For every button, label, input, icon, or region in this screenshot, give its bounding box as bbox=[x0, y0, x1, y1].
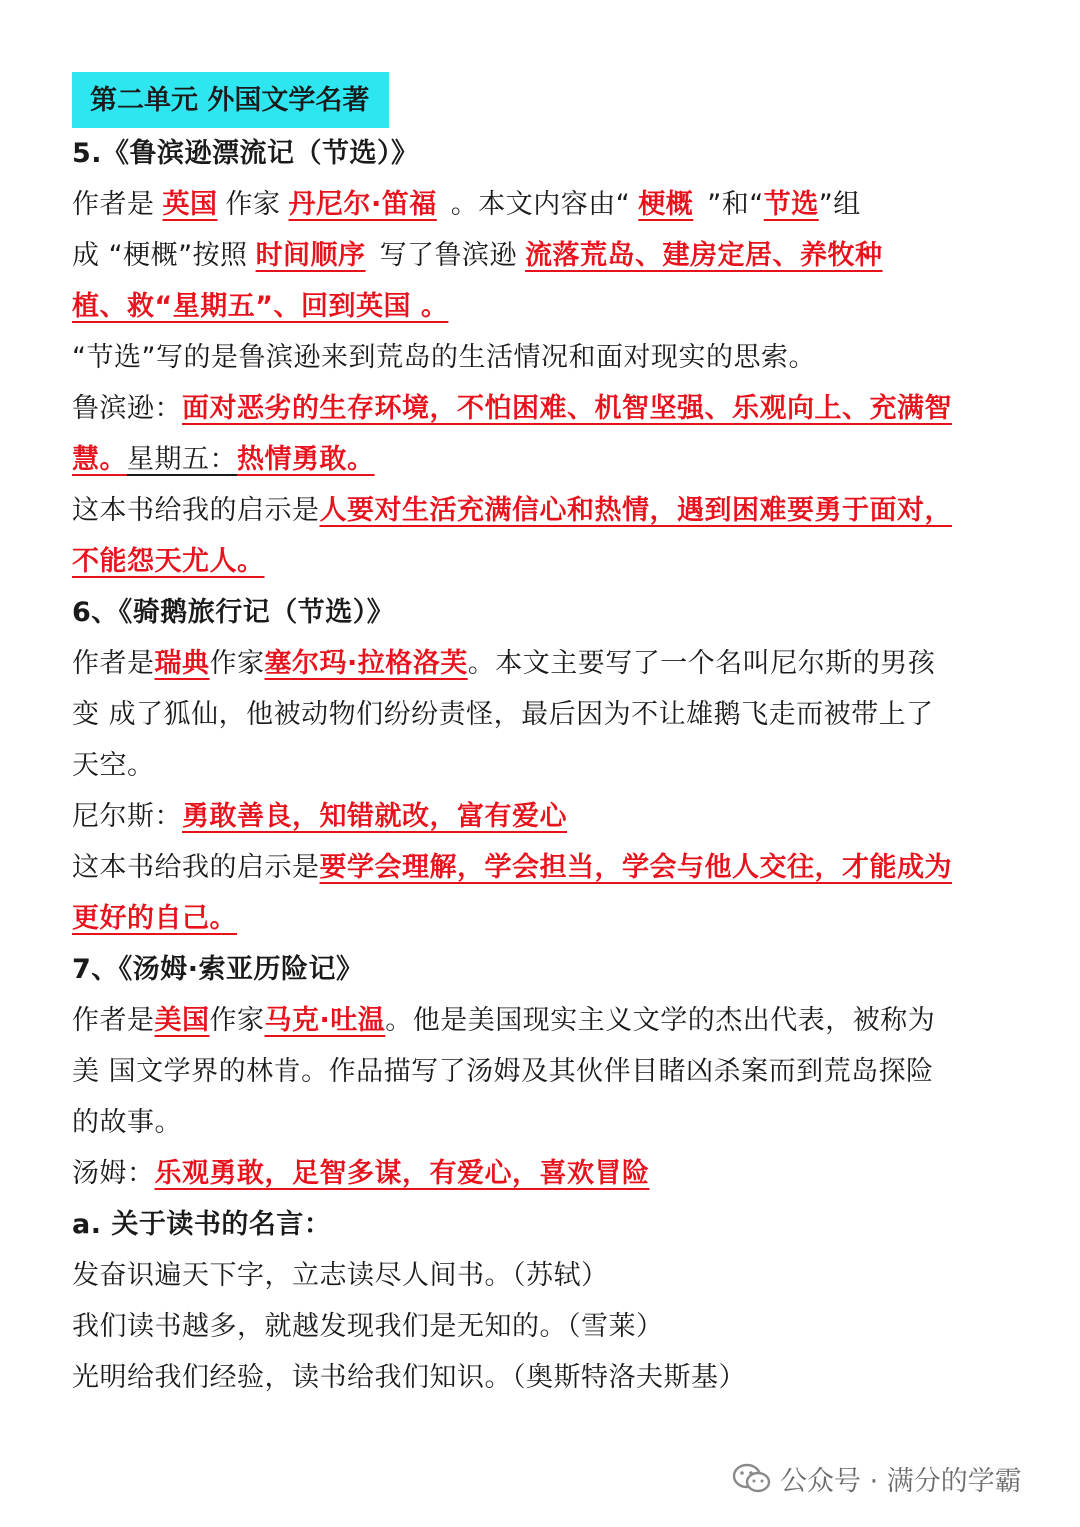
section-7-line-3: 的故事。 bbox=[72, 1107, 182, 1138]
text: 。本文内容由“ bbox=[450, 189, 631, 220]
section-5-line-5 bbox=[72, 383, 1012, 434]
answer-plot-cont: 植、救“星期五”、回到英国 。 bbox=[72, 291, 449, 322]
section-5-line-1 bbox=[72, 179, 1012, 230]
watermark-text: 公众号 · 满分的学霸 bbox=[780, 1466, 1022, 1497]
section-6-line-6 bbox=[72, 893, 1012, 944]
book-lesson: 要学会理解，学会担当，学会与他人交往，才能成为 bbox=[319, 852, 952, 883]
character-label: 鲁滨逊： bbox=[72, 393, 182, 424]
book-lesson: 人要对生活充满信心和热情，遇到困难要勇于面对， bbox=[319, 495, 952, 526]
character-traits: 勇敢善良，知错就改，富有爱心 bbox=[182, 801, 567, 832]
author-country: 英国 bbox=[162, 189, 218, 220]
watermark bbox=[732, 1459, 1022, 1498]
quote-item: 我们读书越多，就越发现我们是无知的。（雪莱） bbox=[72, 1311, 664, 1342]
quote-item: 发奋识遍天下字，立志读尽人间书。（苏轼） bbox=[72, 1260, 609, 1291]
text: 成 “梗概”按照 bbox=[72, 240, 248, 271]
section-5-line-3 bbox=[72, 281, 1012, 332]
text: 作者是 bbox=[72, 1005, 155, 1036]
section-7-line-2: 美 国文学界的林肯。作品描写了汤姆及其伙伴目睹凶杀案而到荒岛探险 bbox=[72, 1056, 934, 1087]
answer-plot: 流落荒岛、建房定居、养牧种 bbox=[525, 240, 883, 271]
character-label: 尼尔斯： bbox=[72, 801, 182, 832]
section-7-line-4 bbox=[72, 1148, 1012, 1199]
answer-order: 时间顺序 bbox=[255, 240, 366, 271]
text: 作家 bbox=[225, 189, 281, 220]
character-label: 星期五： bbox=[127, 444, 237, 475]
author-name: 马克·吐温 bbox=[264, 1005, 386, 1036]
section-6-line-4 bbox=[72, 791, 1012, 842]
section-7-line-1 bbox=[72, 995, 1012, 1046]
section-7-title: 7、《汤姆·索亚历险记》 bbox=[72, 954, 364, 985]
section-6-title: 6、《骑鹅旅行记（节选）》 bbox=[72, 597, 395, 628]
text: 这本书给我的启示是 bbox=[72, 495, 320, 526]
author-name: 丹尼尔·笛福 bbox=[288, 189, 437, 220]
document-page bbox=[72, 72, 1012, 1403]
author-country: 美国 bbox=[154, 1005, 210, 1036]
text: 。他是美国现实主义文学的杰出代表，被称为 bbox=[385, 1005, 936, 1036]
text: ”组 bbox=[818, 189, 861, 220]
section-6-line-2: 变 成了狐仙，他被动物们纷纷责怪，最后因为不让雄鹅飞走而被带上了 bbox=[72, 699, 934, 730]
section-6-line-1 bbox=[72, 638, 1012, 689]
quotes-title: a. 关于读书的名言： bbox=[72, 1209, 332, 1240]
character-traits: 热情勇敢。 bbox=[237, 444, 375, 475]
book-lesson-cont: 更好的自己。 bbox=[72, 903, 237, 934]
section-5-title: 5.《鲁滨逊漂流记（节选）》 bbox=[72, 138, 419, 169]
wechat-icon bbox=[732, 1463, 772, 1495]
section-5-line-7 bbox=[72, 485, 1012, 536]
section-6-line-5 bbox=[72, 842, 1012, 893]
section-5-line-6 bbox=[72, 434, 1012, 485]
text: 作家 bbox=[209, 1005, 265, 1036]
character-traits: 面对恶劣的生存环境，不怕困难、机智坚强、乐观向上、充满智 bbox=[182, 393, 952, 424]
section-5-line-4: “节选”写的是鲁滨逊来到荒岛的生活情况和面对现实的思索。 bbox=[72, 342, 816, 373]
text: ”和“ bbox=[707, 189, 764, 220]
quote-item: 光明给我们经验，读书给我们知识。（奥斯特洛夫斯基） bbox=[72, 1362, 746, 1393]
text: 作者是 bbox=[72, 648, 155, 679]
character-traits-cont: 慧。 bbox=[72, 444, 127, 475]
text: 作者是 bbox=[72, 189, 155, 220]
text: 写了鲁滨逊 bbox=[379, 240, 518, 271]
section-5-line-2 bbox=[72, 230, 1012, 281]
section-6-line-3: 天空。 bbox=[72, 750, 155, 781]
answer-outline: 梗概 bbox=[638, 189, 694, 220]
unit-title: 第二单元 外国文学名著 bbox=[72, 72, 389, 128]
character-label: 汤姆： bbox=[72, 1158, 155, 1189]
section-5-line-8 bbox=[72, 536, 1012, 587]
author-name: 塞尔玛·拉格洛芙 bbox=[264, 648, 468, 679]
text: 作家 bbox=[209, 648, 265, 679]
author-country: 瑞典 bbox=[154, 648, 210, 679]
book-lesson-cont: 不能怨天尤人。 bbox=[72, 546, 265, 577]
answer-excerpt: 节选 bbox=[763, 189, 819, 220]
text: 这本书给我的启示是 bbox=[72, 852, 320, 883]
character-traits: 乐观勇敢，足智多谋，有爱心，喜欢冒险 bbox=[154, 1158, 650, 1189]
text: 。本文主要写了一个名叫尼尔斯的男孩 bbox=[467, 648, 936, 679]
